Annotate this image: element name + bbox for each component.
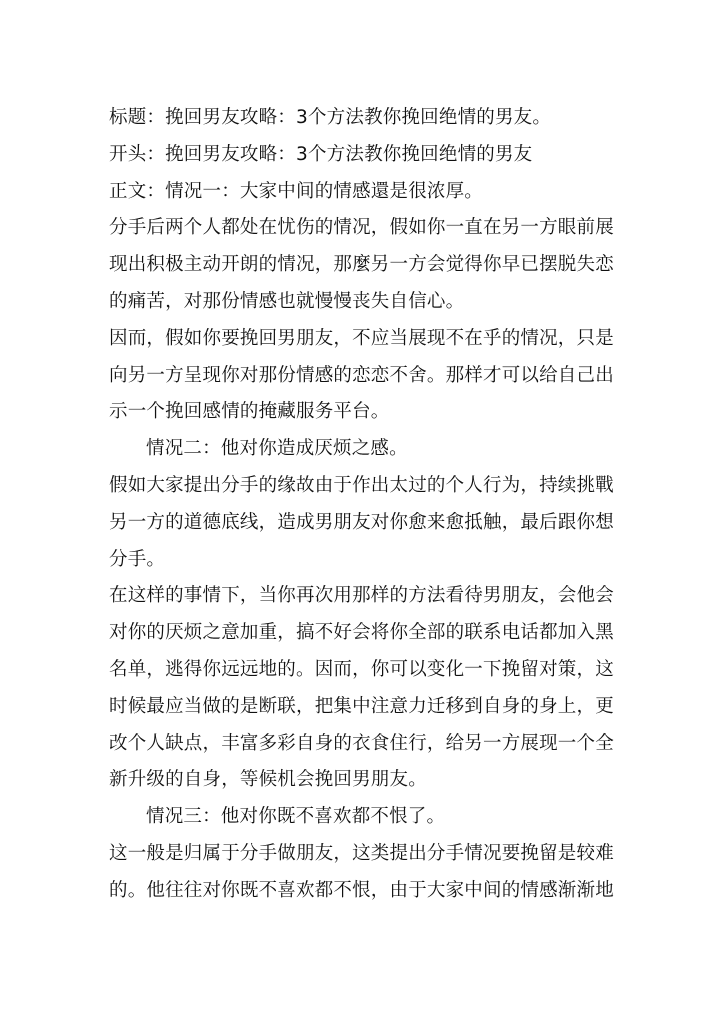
paragraph-line: 假如大家提出分手的缘故由于作出太过的个人行为，持续挑戰 [109,474,614,496]
paragraph-2 [109,321,625,431]
document-body [109,100,625,910]
paragraph-line: 名单，逃得你远远地的。因而，你可以变化一下挽留对策，这 [109,658,614,680]
paragraph-line: 因而，假如你要挽回男朋友，不应当展现不在乎的情况，只是 [109,327,614,349]
paragraph-line: 分手。 [109,548,166,570]
paragraph-line: 对你的厌烦之意加重，搞不好会将你全部的联系电话都加入黑 [109,622,614,644]
paragraph-line: 时候最应当做的是断联，把集中注意力迁移到自身的身上，更 [109,695,614,717]
paragraph-line: 的痛苦，对那份情感也就慢慢丧失自信心。 [109,290,465,312]
paragraph-4 [109,578,625,799]
paragraph-line: 的。他往往对你既不喜欢都不恨，由于大家中间的情感渐渐地 [109,879,614,901]
situation-3-heading: 情况三：他对你既不喜欢都不恨了。 [146,806,446,828]
paragraph-line: 这一般是归属于分手做朋友，这类提出分手情况要挽留是较难 [109,842,614,864]
paragraph-line: 另一方的道德底线，造成男朋友对你愈来愈抵触，最后跟你想 [109,511,614,533]
paragraph-1 [109,210,625,320]
paragraph-line: 现出积极主动开朗的情况，那麼另一方会觉得你早已摆脱失恋 [109,254,614,276]
paragraph-line: 分手后两个人都处在忧伤的情况，假如你一直在另一方眼前展 [109,217,614,239]
situation-2-heading: 情况二：他对你造成厌烦之感。 [146,438,408,460]
paragraph-line: 改个人缺点，丰富多彩自身的衣食住行，给另一方展现一个全 [109,732,614,754]
paragraph-5 [109,836,625,910]
paragraph-line: 在这样的事情下，当你再次用那样的方法看待男朋友，会他会 [109,585,614,607]
paragraph-3 [109,468,625,578]
body-heading: 正文：情况一：大家中间的情感還是很浓厚。 [109,180,484,202]
title-line: 标题：挽回男友攻略：3个方法教你挽回绝情的男友。 [109,107,552,128]
opening-line: 开头：挽回男友攻略：3个方法教你挽回绝情的男友 [109,143,533,165]
paragraph-line: 向另一方呈现你对那份情感的恋恋不舍。那样才可以给自己出 [109,364,614,386]
paragraph-line: 新升级的自身，等候机会挽回男朋友。 [109,769,427,791]
paragraph-line: 示一个挽回感情的掩藏服务平台。 [109,401,390,423]
